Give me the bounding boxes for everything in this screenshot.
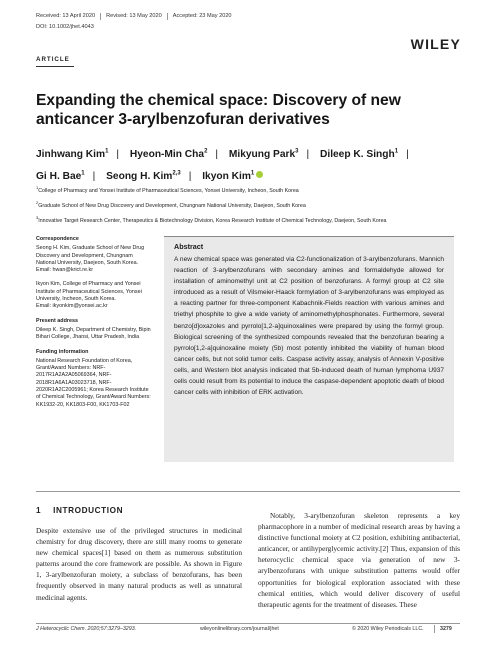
divider	[36, 623, 460, 624]
affiliation-text: Innovative Target Research Center, Therapeutics & Biotechnology Division, Korea Research Institute of Chemical Technology, Daejeon, South Korea	[38, 217, 387, 224]
author-affil-sup: 1	[105, 149, 109, 155]
correspondence-text: Ikyon Kim, College of Pharmacy and Yonsei Institute of Pharmaceutical Sciences, Yonsei University, Incheon, South Korea.	[36, 281, 142, 303]
divider: |	[188, 170, 192, 182]
article-history	[36, 13, 232, 20]
author-name: Dileep K. Singh	[320, 149, 395, 161]
divider: |	[116, 149, 120, 161]
affiliation-text: College of Pharmacy and Yonsei Institute of Pharmaceutical Sciences, Yonsei University, Incheon, South Korea	[38, 187, 299, 194]
divider: |	[306, 149, 310, 161]
page-number: 3279	[440, 626, 452, 632]
affiliation	[36, 212, 476, 227]
funding-heading: Funding information	[36, 348, 89, 355]
author-name: Jinhwang Kim	[36, 149, 106, 161]
section-heading	[36, 506, 123, 515]
article-title: Expanding the chemical space: Discovery of new anticancer 3-arylbenzofuran derivatives	[36, 92, 401, 128]
divider: |	[92, 170, 96, 182]
author-name: Seong H. Kim	[106, 170, 173, 182]
revised-date: Revised: 13 May 2020	[106, 13, 162, 19]
divider	[434, 625, 435, 633]
section-title: INTRODUCTION	[53, 506, 124, 515]
orcid-icon[interactable]	[256, 171, 263, 178]
article-info-sidebar	[36, 236, 154, 409]
present-address-text: Dileep K. Singh, Department of Chemistry, Bipin Bihari College, Jhansi, Uttar Pradesh, India	[36, 326, 151, 341]
body-paragraph: Notably, 3-arylbenzofuran skeleton represents a key pharmacophore in a number of medicinal research areas by having a distinctive functional moiety at C2 position, exhibiting antibacterial, anticancer, or antihyperglycemic activity.[2] Thus, expansion of this heterocyclic chemical space via generation of new 3-arylbenzofurans with unique substitution patterns would offer opportunities for biological exploration associated with these chemical entities, which would deliver discovery of useful therapeutic agents for the treatment of diseases. These	[258, 511, 460, 609]
affiliation	[36, 197, 476, 212]
journal-citation: J Heterocyclic Chem. 2020;57:3279–3293.	[36, 626, 137, 632]
divider	[167, 13, 168, 20]
author[interactable]	[130, 149, 208, 160]
author[interactable]	[106, 171, 181, 182]
author-affil-sup: 1	[81, 170, 85, 177]
abstract-heading: Abstract	[174, 242, 204, 251]
affiliation-sup: 3	[36, 214, 39, 220]
correspondence-email[interactable]: Email: hwan@krict.re.kr	[36, 267, 93, 274]
author-list	[36, 143, 466, 186]
author-name: Gi H. Bae	[36, 170, 82, 182]
author-name: Ikyon Kim	[202, 170, 251, 182]
author[interactable]	[202, 171, 263, 182]
correspondence-heading: Correspondence	[36, 236, 79, 242]
journal-url[interactable]: wileyonlinelibrary.com/journal/jhet	[200, 626, 279, 632]
correspondence-text: Seong H. Kim, Graduate School of New Drug Discovery and Development, Chungnam National University, Daejeon, South Korea.	[36, 245, 145, 266]
author[interactable]	[36, 171, 85, 182]
section-number: 1	[36, 506, 42, 515]
author-affil-sup: 3	[295, 149, 299, 155]
article-type-label: ARTICLE	[36, 56, 70, 63]
divider: |	[215, 149, 219, 161]
doi[interactable]: DOI: 10.1002/jhet.4043	[36, 24, 94, 30]
author-affil-sup: 2,3	[172, 170, 181, 177]
affiliation-text: Graduate School of New Drug Discovery and Development, Chungnam National University, Daejeon, South Korea	[38, 202, 306, 209]
affiliation-sup: 1	[36, 185, 39, 190]
affiliation-sup: 2	[36, 199, 39, 205]
divider: |	[406, 149, 409, 161]
received-date: Received: 13 April 2020	[36, 13, 96, 19]
author-name: Hyeon-Min Cha	[129, 149, 205, 161]
abstract-box	[164, 236, 454, 462]
correspondence-email[interactable]: Email: ikyonkim@yonsei.ac.kr	[36, 303, 108, 310]
funding-text: National Research Foundation of Korea, Grant/Award Numbers: NRF-2017R1A2A2A05069364, NRF-2018R1A6A1A03023718, NRF-2020R1A2C2005961; Korea Research Institute of Chemical Technology, Grant/Award Numbers: KK1932-20, KK1803-F00, KK1703-F02	[36, 357, 151, 408]
author[interactable]	[320, 149, 398, 160]
publisher-logo: WILEY	[410, 36, 461, 52]
divider	[36, 491, 460, 492]
author-name: Mikyung Park	[228, 149, 296, 161]
affiliation	[36, 182, 476, 197]
author-affil-sup: 2	[204, 149, 208, 155]
accepted-date: Accepted: 23 May 2020	[172, 13, 232, 19]
author-affil-sup: 1	[250, 170, 255, 177]
author[interactable]	[229, 149, 299, 160]
affiliations	[36, 182, 476, 226]
author[interactable]	[36, 149, 108, 160]
present-address-heading: Present address	[36, 317, 78, 324]
body-paragraph: Despite extensive use of the privileged structures in medicinal chemistry for drug discovery, there are still many rooms to generate new chemical spaces[1] based on them as numerous substitution patterns around the core framework are possible. As shown in Figure 1, 3-arylbenzofuran moiety, a subclass of benzofurans, has been frequently observed in many natural products as well as unnatural medicinal agents.	[36, 526, 242, 602]
copyright: © 2020 Wiley Periodicals LLC.	[352, 626, 424, 632]
divider	[100, 13, 101, 20]
divider	[36, 66, 74, 67]
author-affil-sup: 1	[394, 149, 399, 155]
abstract-text: A new chemical space was generated via C2-functionalization of 3-arylbenzofurans. Mannich reaction of 3-arylbenzofurans with secondary amines and formaldehyde allowed for installation of aminomethyl unit at C2 position of benzofurans. A formyl group at C2 site introduced as a result of Vilsmeier-Haack formylation of 3-arylbenzofurans was employed as a reacting partner for three-component Kabachnik-Fields reaction with various amines and triethyl phosphite to give a wide variety of aminomethylphosphonates. Furthermore, several benzo[d]oxazoles and pyrrolo[1,2-a]quinoxalines were prepared by using the formyl group. Biological screening of the synthesized compounds revealed that the benzofuran bearing a pyrrolo[1,2-a]quinoxaline moiety (5b) most potently inhibited the viability of human blood cancer cells, but not solid tumor cells. Caspase activity assay, analysis of Annexin V-positive cells, and Western blot analysis indicated that 5b-induced death of human lymphoma U937 cells could result from its potential to induce the caspase-dependent apoptotic death of blood cancer cells with inhibition of ERK activation.	[174, 256, 444, 397]
